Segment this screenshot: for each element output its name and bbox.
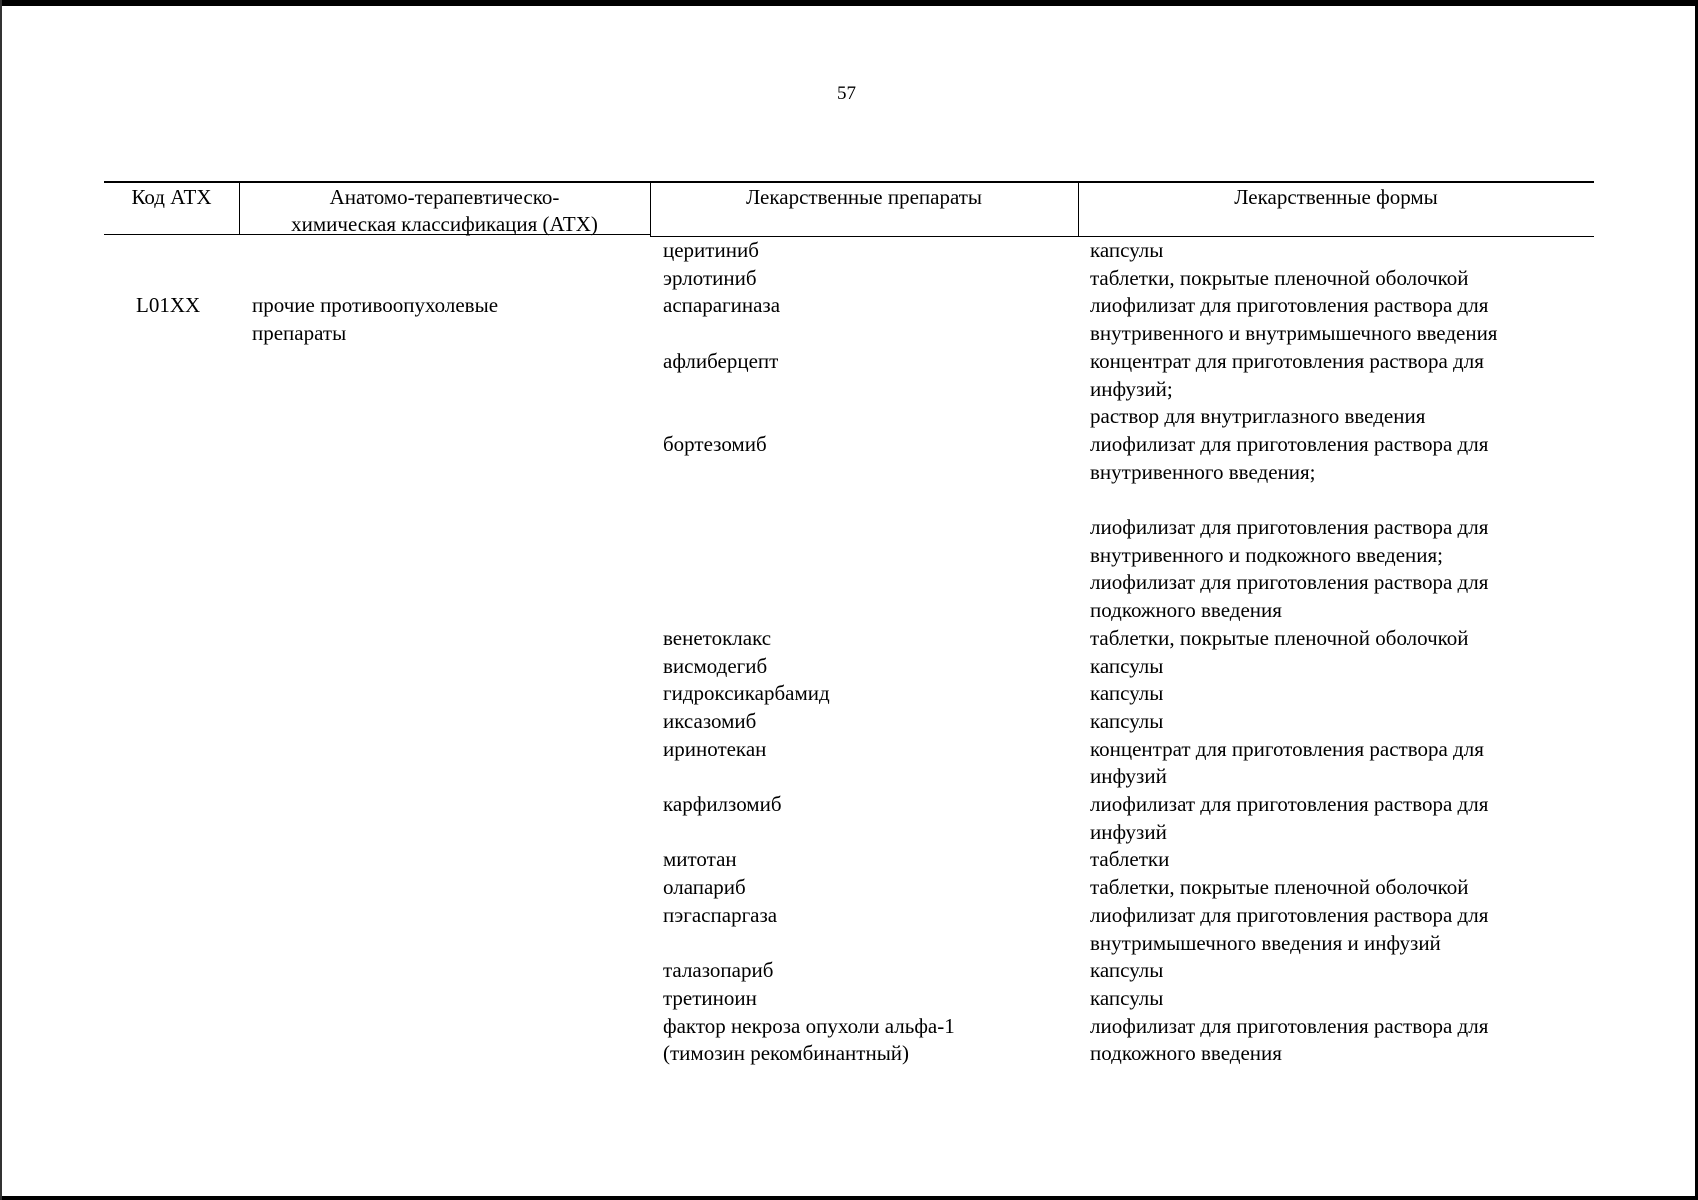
drug-line (663, 597, 955, 625)
form-line: таблетки, покрытые пленочной оболочкой (1090, 265, 1469, 290)
form-line (1090, 486, 1497, 514)
form-line: внутривенного и внутримышечного введения (1090, 321, 1498, 346)
form-line: капсулы (1090, 985, 1164, 1010)
form-line: таблетки, покрытые пленочной оболочкой (1090, 625, 1469, 650)
form-line: лиофилизат для приготовления раствора для (1090, 515, 1489, 540)
drug-line: церитиниб (663, 238, 759, 262)
drug-line: иксазомиб (663, 708, 757, 733)
form-line: подкожного введения (1090, 1041, 1282, 1066)
drug-line (663, 376, 955, 404)
forms-column (1090, 237, 1497, 1068)
form-line: лиофилизат для приготовления раствора для (1090, 792, 1489, 817)
drug-line: талазопариб (663, 958, 774, 983)
header-classification-line1: Анатомо-терапевтическо- (329, 185, 560, 209)
header-drugs-label: Лекарственные препараты (745, 185, 983, 209)
form-line: таблетки, покрытые пленочной оболочкой (1090, 875, 1469, 900)
drug-line (663, 320, 955, 348)
drug-line: иринотекан (663, 736, 767, 761)
header-code-label: Код АТХ (131, 185, 212, 209)
drug-line (663, 514, 955, 542)
drug-line: венетоклакс (663, 625, 772, 650)
drug-line: афлиберцепт (663, 348, 779, 373)
form-line: лиофилизат для приготовления раствора для (1090, 431, 1489, 456)
form-line: капсулы (1090, 653, 1164, 678)
page-number: 57 (837, 83, 856, 104)
header-drugs (650, 184, 1078, 211)
drug-line: третиноин (663, 985, 757, 1010)
form-line: концентрат для приготовления раствора для (1090, 348, 1484, 373)
drug-line: гидроксикарбамид (663, 681, 830, 706)
drug-line (663, 819, 955, 847)
form-line: лиофилизат для приготовления раствора для (1090, 902, 1489, 927)
form-line: капсулы (1090, 708, 1164, 733)
drugs-column (663, 237, 955, 1068)
form-line: внутривенного введения; (1090, 459, 1316, 484)
form-line: подкожного введения (1090, 598, 1282, 623)
group-classification (252, 292, 498, 347)
drug-line (663, 403, 955, 431)
form-line: внутривенного и подкожного введения; (1090, 542, 1443, 567)
scan-border-bottom (0, 1196, 1698, 1200)
group-classification-line1: прочие противоопухолевые (252, 293, 499, 317)
scan-border-left (0, 0, 2, 1200)
drug-line (663, 763, 955, 791)
drug-line: аспарагиназа (663, 293, 781, 318)
header-classification-line2: химическая классификация (АТХ) (291, 212, 598, 236)
drug-line (663, 459, 955, 487)
scan-border-top (0, 0, 1698, 6)
form-line: капсулы (1090, 681, 1164, 706)
form-line: капсулы (1090, 958, 1164, 983)
form-line: инфузий; (1090, 376, 1173, 401)
drug-line: пэгаспаргаза (663, 902, 778, 927)
drug-line: бортезомиб (663, 431, 767, 456)
drug-line (663, 930, 955, 958)
drug-line: карфилзомиб (663, 792, 782, 817)
form-line: инфузий (1090, 819, 1167, 844)
drug-line: олапариб (663, 875, 746, 900)
drug-line: фактор некроза опухоли альфа-1 (663, 1013, 955, 1038)
group-code: L01XX (136, 293, 201, 317)
header-classification (239, 184, 650, 238)
group-classification-line2: препараты (252, 320, 347, 345)
table-top-rule (104, 181, 1594, 183)
form-line: лиофилизат для приготовления раствора для (1090, 1013, 1489, 1038)
form-line: лиофилизат для приготовления раствора для (1090, 570, 1489, 595)
form-line: лиофилизат для приготовления раствора для (1090, 293, 1489, 318)
drug-line: эрлотиниб (663, 265, 757, 290)
drug-line: висмодегиб (663, 653, 768, 678)
drug-line (663, 486, 955, 514)
form-line: инфузий (1090, 764, 1167, 789)
header-code (104, 184, 239, 211)
form-line: капсулы (1090, 238, 1164, 262)
form-line: внутримышечного введения и инфузий (1090, 930, 1441, 955)
form-line: раствор для внутриглазного введения (1090, 404, 1426, 429)
drug-line: (тимозин рекомбинантный) (663, 1041, 910, 1066)
header-forms (1078, 184, 1594, 211)
drug-line: митотан (663, 847, 737, 872)
form-line: концентрат для приготовления раствора для (1090, 736, 1484, 761)
drug-line (663, 542, 955, 570)
form-line: таблетки (1090, 847, 1170, 872)
header-forms-label: Лекарственные формы (1234, 185, 1438, 209)
drug-line (663, 569, 955, 597)
